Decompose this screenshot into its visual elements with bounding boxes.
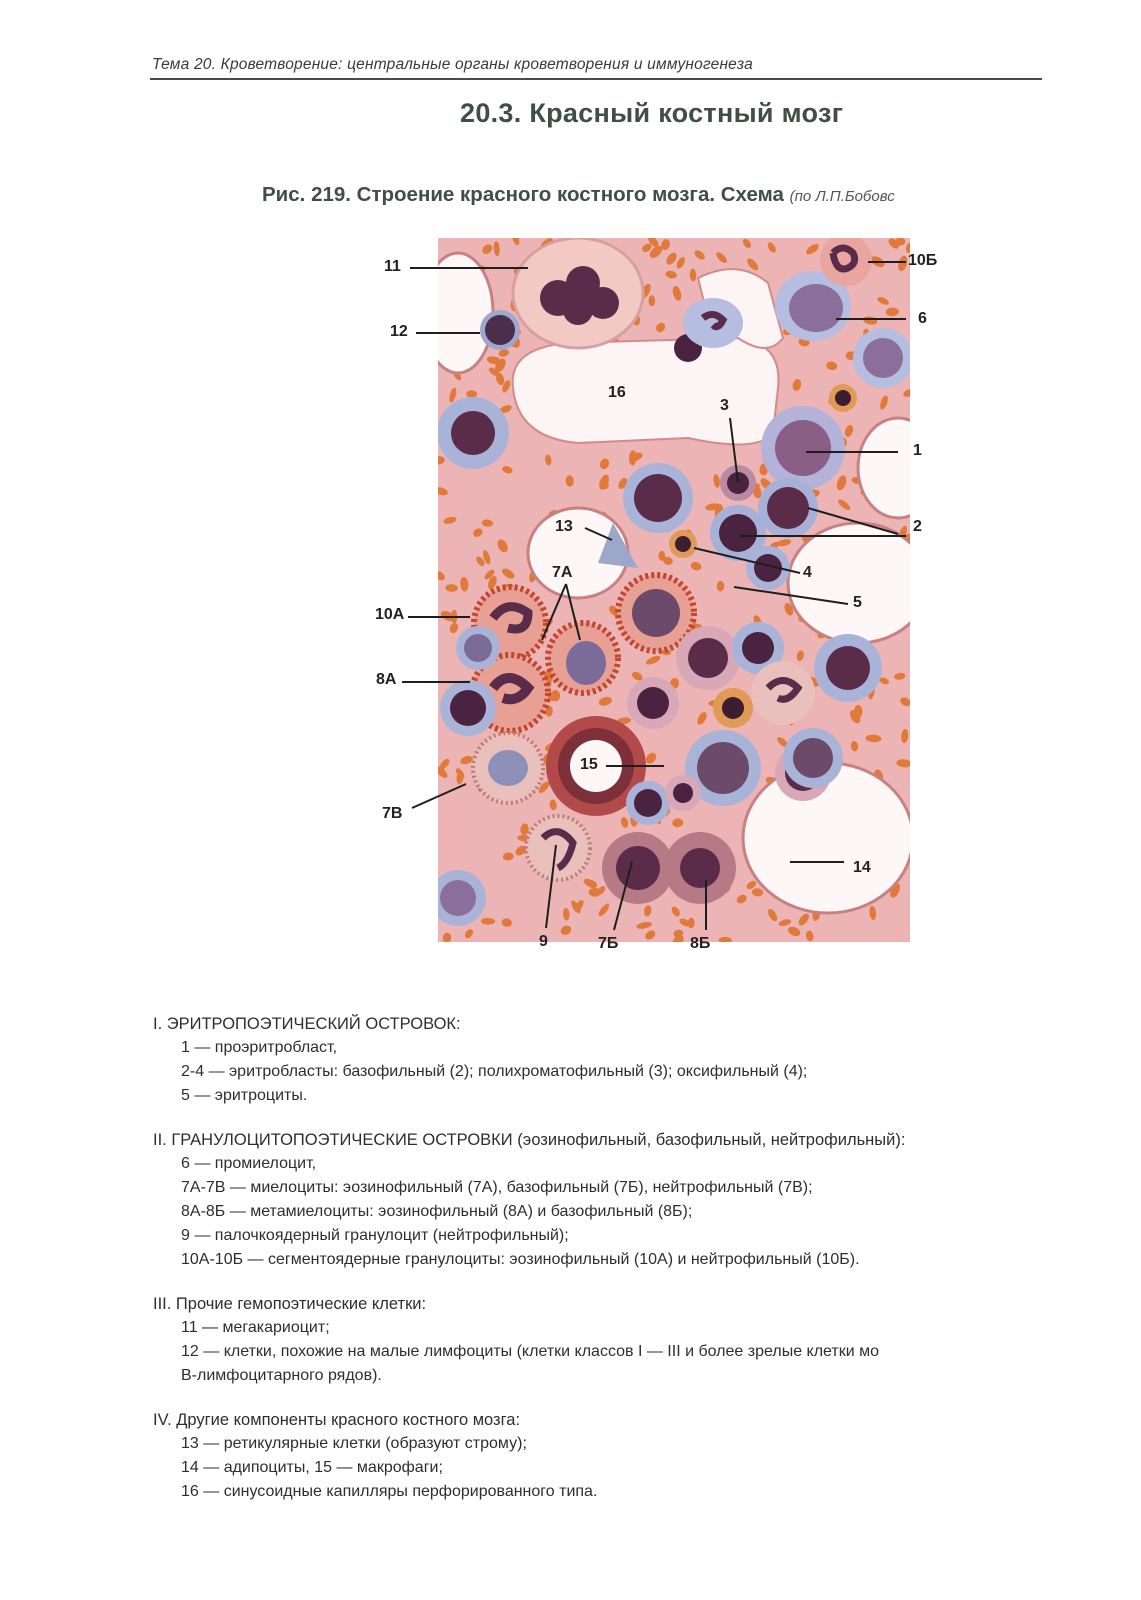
legend-section [153,1408,1043,1504]
erythrocyte [451,610,457,624]
legend-item: 9 — палочкоядерный гранулоцит (нейтрофильный); [181,1227,569,1244]
header-rule [150,78,1042,80]
callout-label-5: 5 [853,594,862,611]
figure-caption-source: (по Л.П.Бобовс [789,188,895,205]
legend-heading: I. ЭРИТРОПОЭТИЧЕСКИЙ ОСТРОВОК: [153,1015,461,1033]
callout-label-8b: 8Б [690,935,711,952]
legend-item: 7А-7В — миелоциты: эозинофильный (7А), базофильный (7Б), нейтрофильный (7В); [181,1179,813,1196]
figure-caption [262,183,1042,207]
legend-item: 11 — мегакариоцит; [181,1319,330,1336]
callout-label-7a: 7А [552,564,573,581]
legend-item: 13 — ретикулярные клетки (образуют строму); [181,1435,527,1452]
callout-label-3: 3 [720,397,729,414]
running-head: Тема 20. Кроветворение: центральные органы кроветворения и иммуногенеза [152,56,753,73]
legend-item: В-лимфоцитарного рядов). [181,1367,382,1384]
callout-label-15: 15 [580,756,598,773]
callout-label-14: 14 [853,859,871,876]
legend-section [153,1128,1043,1272]
legend-item: 8А-8Б — метамиелоциты: эозинофильный (8А) и базофильный (8Б); [181,1203,693,1220]
legend-item: 10А-10Б — сегментоядерные гранулоциты: эозинофильный (10А) и нейтрофильный (10Б). [181,1251,860,1268]
callout-label-7b: 7Б [598,935,619,952]
section-title: 20.3. Красный костный мозг [460,98,844,128]
legend-item: 16 — синусоидные капилляры перфорированного типа. [181,1483,598,1500]
callout-label-8a: 8А [376,671,397,688]
callout-label-6: 6 [918,310,927,327]
legend-heading: IV. Другие компоненты красного костного мозга: [153,1411,521,1429]
callout-label-16: 16 [608,384,626,401]
bone-marrow-illustration [438,238,910,942]
callout-label-9: 9 [539,933,548,950]
bone-marrow-drawing [438,238,910,942]
erythrocyte [659,551,666,561]
legend-item: 5 — эритроциты. [181,1087,308,1104]
callout-label-10a: 10А [375,606,405,623]
legend-item: 6 — промиелоцит, [181,1155,317,1172]
legend-section [153,1292,1043,1388]
legend-heading: III. Прочие гемопоэтические клетки: [153,1295,427,1313]
legend-item: 1 — проэритробласт, [181,1039,338,1056]
sinusoid-capillary [513,338,779,444]
adipocyte-right [788,523,910,643]
callout-label-1: 1 [913,442,922,459]
erythrocyte [649,295,656,306]
callout-label-4: 4 [803,564,812,581]
legend-item: 12 — клетки, похожие на малые лимфоциты (клетки классов I — III и более зрелые клетки мо [181,1343,880,1360]
callout-label-13: 13 [555,518,573,535]
callout-label-7v: 7В [382,805,403,822]
callout-label-11: 11 [384,258,401,275]
figure-caption-text: Рис. 219. Строение красного костного мозга. Схема [262,183,784,206]
callout-label-12: 12 [390,323,408,340]
legend-item: 2-4 — эритробласты: базофильный (2); полихроматофильный (3); оксифильный (4); [181,1063,808,1080]
callout-label-10b: 10Б [908,252,938,269]
callout-label-2: 2 [913,518,922,535]
legend-heading: II. ГРАНУЛОЦИТОПОЭТИЧЕСКИЕ ОСТРОВКИ (эозинофильный, базофильный, нейтрофильный): [153,1131,906,1149]
legend-section [153,1012,1043,1108]
figure-legend [153,1012,1043,1524]
legend-item: 14 — адипоциты, 15 — макрофаги; [181,1459,443,1476]
